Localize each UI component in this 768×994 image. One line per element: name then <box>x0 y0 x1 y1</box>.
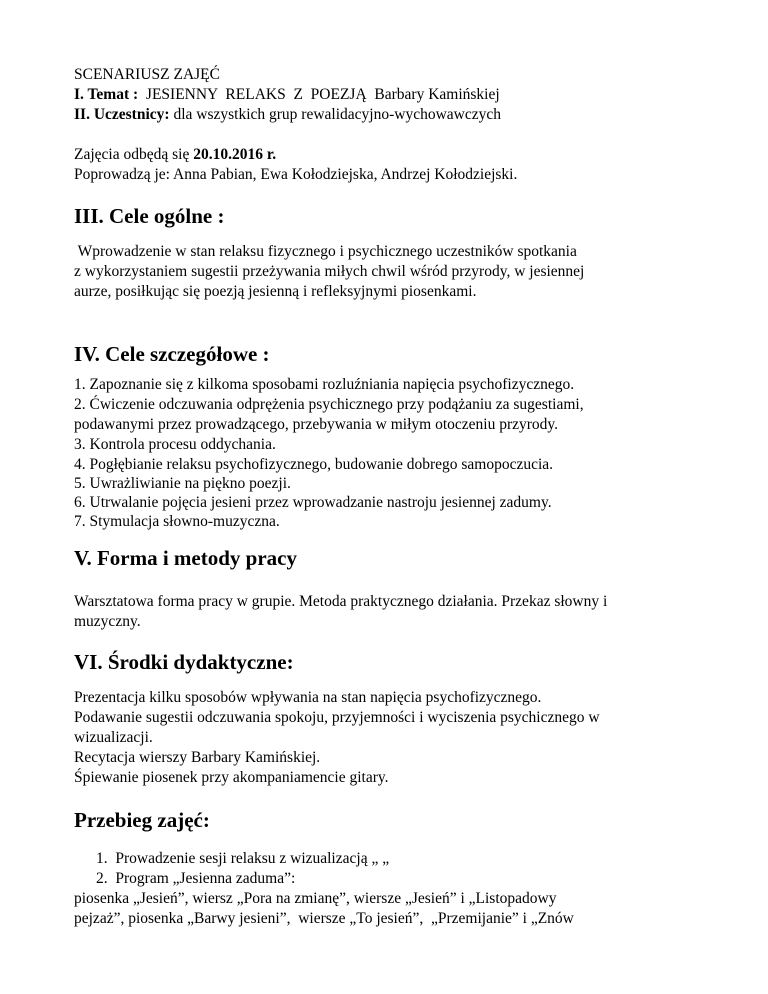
section-heading-srodki: VI. Środki dydaktyczne: <box>74 650 294 674</box>
topic-value: JESIENNY RELAKS Z POEZJĄ Barbary Kamińskiej <box>138 86 500 103</box>
scenario-title: SCENARIUSZ ZAJĘĆ <box>74 66 220 83</box>
srodki-line: wizualizacji. <box>74 729 153 746</box>
date-value: 20.10.2016 r. <box>193 146 277 163</box>
przebieg-line: piosenka „Jesień”, wiersz „Pora na zmianę”, wiersze „Jesień” i „Listopadowy <box>74 890 557 907</box>
section-heading-forma: V. Forma i metody pracy <box>74 546 297 570</box>
cele-szczegolowe-line: 6. Utrwalanie pojęcia jesieni przez wprowadzanie nastroju jesiennej zadumy. <box>74 494 552 511</box>
przebieg-list-item: 1. Prowadzenie sesji relaksu z wizualizacją „ „ <box>96 850 390 867</box>
participants-label: II. Uczestnicy: <box>74 106 170 123</box>
date-line <box>74 146 276 164</box>
section-heading-cele-ogolne: III. Cele ogólne : <box>74 204 225 228</box>
section-heading-przebieg: Przebieg zajęć: <box>74 808 210 832</box>
date-prefix: Zajęcia odbędą się <box>74 146 194 163</box>
cele-szczegolowe-line: 5. Uwrażliwianie na piękno poezji. <box>74 475 291 492</box>
cele-szczegolowe-line: podawanymi przez prowadzącego, przebywania w miłym otoczeniu przyrody. <box>74 416 559 433</box>
topic-label: I. Temat : <box>74 86 139 103</box>
section-heading-cele-szczegolowe: IV. Cele szczegółowe : <box>74 342 270 366</box>
cele-ogolne-line: aurze, posiłkując się poezją jesienną i refleksyjnymi piosenkami. <box>74 283 477 300</box>
leaders-line: Poprowadzą je: Anna Pabian, Ewa Kołodziejska, Andrzej Kołodziejski. <box>74 166 518 183</box>
participants-value: dla wszystkich grup rewalidacyjno-wychowawczych <box>169 106 501 123</box>
cele-ogolne-line: z wykorzystaniem sugestii przeżywania miłych chwil wśród przyrody, w jesiennej <box>74 263 585 280</box>
forma-line: Warsztatowa forma pracy w grupie. Metoda praktycznego działania. Przekaz słowny i <box>74 593 608 610</box>
forma-line: muzyczny. <box>74 613 141 630</box>
cele-szczegolowe-line: 7. Stymulacja słowno-muzyczna. <box>74 513 280 530</box>
srodki-line: Podawanie sugestii odczuwania spokoju, przyjemności i wyciszenia psychicznego w <box>74 709 600 726</box>
cele-szczegolowe-line: 4. Pogłębianie relaksu psychofizycznego, budowanie dobrego samopoczucia. <box>74 456 554 473</box>
przebieg-list-item: 2. Program „Jesienna zaduma”: <box>96 870 296 887</box>
participants-line <box>74 106 501 124</box>
cele-szczegolowe-line: 2. Ćwiczenie odczuwania odprężenia psychicznego przy podążaniu za sugestiami, <box>74 396 584 413</box>
srodki-line: Prezentacja kilku sposobów wpływania na stan napięcia psychofizycznego. <box>74 689 542 706</box>
cele-szczegolowe-line: 1. Zapoznanie się z kilkoma sposobami rozluźniania napięcia psychofizycznego. <box>74 376 575 393</box>
srodki-line: Śpiewanie piosenek przy akompaniamencie gitary. <box>74 769 389 786</box>
cele-szczegolowe-line: 3. Kontrola procesu oddychania. <box>74 436 276 453</box>
cele-ogolne-line: Wprowadzenie w stan relaksu fizycznego i psychicznego uczestników spotkania <box>74 243 577 260</box>
przebieg-line: pejzaż”, piosenka „Barwy jesieni”, wiersze „To jesień”, „Przemijanie” i „Znów <box>74 910 574 927</box>
srodki-line: Recytacja wierszy Barbary Kamińskiej. <box>74 749 321 766</box>
topic-line <box>74 86 500 104</box>
